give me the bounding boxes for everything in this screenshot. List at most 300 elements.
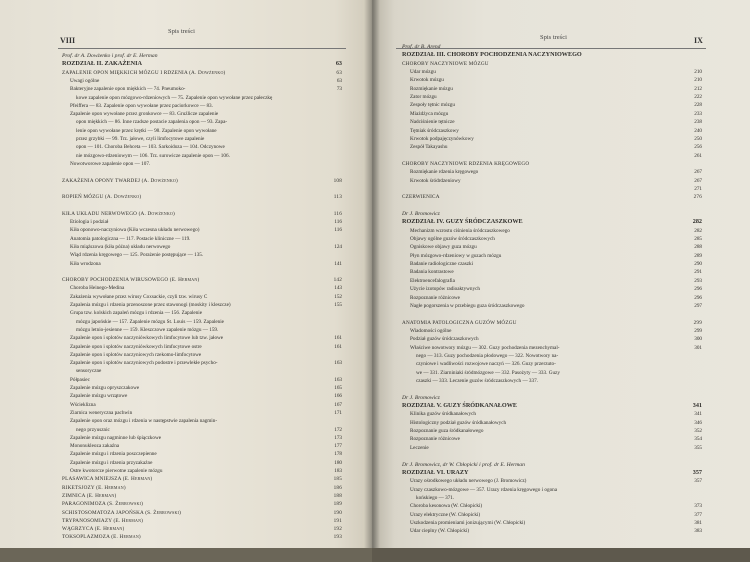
toc-entry xyxy=(70,344,342,350)
author-line xyxy=(62,53,342,59)
toc-entry-page: 267 xyxy=(694,169,702,176)
toc-entry-title: Rozmiękanie mózgu xyxy=(410,85,453,92)
toc-entry xyxy=(70,443,342,449)
toc-entry xyxy=(70,86,342,92)
toc-entry xyxy=(410,445,702,451)
toc-entry xyxy=(410,503,702,509)
toc-entry-title: Rozmiękanie rdzenia kręgowego xyxy=(410,169,479,176)
toc-entry-page: 155 xyxy=(334,302,342,308)
toc-entry-title: opon miękkich — 86. Inne rzadsze postacie zapalenia opon — 93. Zapa- xyxy=(76,119,228,126)
toc-entry xyxy=(410,278,702,284)
toc-entry-title: Grupa tzw. kolskich zapaleń mózgu i rdzenia — 156. Zapalenie xyxy=(70,310,203,317)
toc-entry xyxy=(70,302,342,308)
toc-entry xyxy=(410,178,702,184)
toc-entry-page: 299 xyxy=(694,327,702,334)
toc-entry-title: sensoryczne xyxy=(76,368,102,375)
toc-entry xyxy=(76,427,342,433)
toc-entry-page: 191 xyxy=(333,517,342,524)
toc-entry xyxy=(70,385,342,391)
toc-entry-title: Wiąd rdzenia kręgowego — 125. Porażenie postępujące — 135. xyxy=(70,252,204,259)
toc-entry-title: KIŁA UKŁADU NERWOWEGO (A. Dowżenko) xyxy=(62,210,175,217)
toc-entry xyxy=(410,69,702,75)
toc-entry-title: Użycie izotopów radioaktywnych xyxy=(410,286,481,293)
toc-entry-title: Zapalenie opon i splotów naczyniówkowych limfocytowe lub tzw. jałowe xyxy=(70,335,224,342)
toc-entry-title: Urazy ośrodkowego układu nerwowego (J. Bromowicz) xyxy=(410,478,527,485)
toc-entry-title: Elektroencefalografia xyxy=(410,277,455,284)
toc-entry-page: 282 xyxy=(692,218,702,226)
toc-entry-title: Zapalenie mózgu wrzątowe xyxy=(70,393,128,400)
toc-entry xyxy=(76,119,342,125)
toc-entry-title: ROZDZIAŁ V. GUZY ŚRÓDKANAŁOWE xyxy=(402,402,518,410)
section-heading xyxy=(62,277,342,283)
left-header-rule xyxy=(58,48,346,49)
toc-entry-page: 383 xyxy=(694,528,702,535)
toc-entry-title: CHOROBY NACZYNIOWE MÓZGU xyxy=(402,60,489,67)
toc-entry-title: Mononukleoza zakaźna xyxy=(70,443,120,450)
toc-entry-title: Zator mózgu xyxy=(410,94,437,101)
toc-entry xyxy=(70,393,342,399)
toc-entry-title: Urazy czaszkowo-mózgowe — 357. Urazy rdzenia kręgowego i ogona xyxy=(410,486,558,493)
toc-entry xyxy=(410,512,702,518)
toc-entry xyxy=(76,327,342,333)
toc-entry-page: 152 xyxy=(334,293,342,300)
toc-entry xyxy=(410,487,702,493)
toc-entry-title: Zapalenia mózgu i rdzenia przenoszone przez stawonogi (moskity i kleszcze) xyxy=(70,302,231,308)
toc-entry-page: 166 xyxy=(334,393,342,400)
toc-entry-page: 228 xyxy=(694,102,702,109)
toc-entry xyxy=(76,368,342,374)
toc-entry-page: 183 xyxy=(334,468,342,474)
toc-entry xyxy=(410,253,702,259)
toc-entry xyxy=(76,95,342,101)
toc-entry-title: Zapalenie mózgu nagminne lub śpiączkowe xyxy=(70,434,162,441)
toc-entry-title: Choroba Heinego-Medina xyxy=(70,285,125,292)
right-page xyxy=(372,0,750,562)
toc-entry-page: 256 xyxy=(694,144,702,151)
toc-entry-title: ZAKAŻENIA OPONY TWARDEJ (A. Dowżenko) xyxy=(62,177,178,184)
toc-entry-page: 210 xyxy=(694,77,702,84)
section-heading xyxy=(62,211,342,217)
toc-entry-page: 381 xyxy=(694,519,702,526)
section-heading xyxy=(402,320,702,326)
toc-entry-page: 267 xyxy=(694,177,702,184)
toc-entry-title: Urazy elektryczne (W. Chłopicki) xyxy=(410,511,481,518)
toc-entry xyxy=(76,319,342,325)
toc-entry xyxy=(410,328,702,334)
toc-entry-title: Kiła miąższowa (kiła późna) układu nerwowego xyxy=(70,243,171,250)
book-gutter xyxy=(364,0,380,562)
toc-entry xyxy=(70,236,342,242)
toc-entry xyxy=(76,136,342,142)
toc-entry-page: 301 xyxy=(694,344,702,351)
toc-entry-page: 240 xyxy=(694,127,702,134)
toc-entry xyxy=(410,86,702,92)
chapter-heading xyxy=(402,52,702,58)
toc-entry xyxy=(70,377,342,383)
toc-entry-page: 377 xyxy=(694,511,702,518)
toc-entry-title: Wścieklizna xyxy=(70,401,96,408)
toc-entry-title: ROZDZIAŁ VI. URAZY xyxy=(402,468,469,476)
toc-entry xyxy=(410,420,702,426)
toc-entry-page: 177 xyxy=(334,443,342,450)
toc-entry xyxy=(70,310,342,316)
toc-entry xyxy=(416,361,702,367)
toc-entry-title: Prof. dr B. Arend xyxy=(402,44,441,50)
toc-entry-title: Badanie radiologiczne czaszki xyxy=(410,261,474,268)
toc-entry-title: Nowotworowe zapalenie opon — 107. xyxy=(70,160,151,167)
author-line xyxy=(402,395,702,401)
toc-entry-title: Etiologia i podział xyxy=(70,219,109,225)
toc-entry xyxy=(410,336,702,342)
toc-entry-title: Krwotok śródrdzeniowy xyxy=(410,177,461,184)
section-heading xyxy=(62,194,342,200)
toc-entry-title: Klinika guzów śródkanałowych xyxy=(410,411,476,418)
toc-entry xyxy=(410,136,702,142)
toc-entry-title: CHOROBY POCHODZENIA WIRUSOWEGO (E. Herman) xyxy=(62,277,200,284)
toc-entry xyxy=(410,478,702,484)
section-heading xyxy=(62,485,342,491)
toc-entry-page: 352 xyxy=(694,428,702,435)
toc-entry-title: SCHISTOSOMATOZA JAPOŃSKA (S. Żebrowski) xyxy=(62,509,182,516)
toc-entry-page: 297 xyxy=(694,302,702,309)
section-heading xyxy=(62,510,342,516)
toc-entry-title: PARAGONIMOZA (S. Żebrowski) xyxy=(62,501,144,508)
toc-entry xyxy=(76,153,342,159)
toc-entry-title: Zapalenie opon wywołane przez gronkowce — 83. Gruźlicze zapalenie xyxy=(70,111,219,118)
toc-entry xyxy=(70,261,342,267)
toc-entry xyxy=(70,402,342,408)
toc-entry-page: 210 xyxy=(694,69,702,76)
section-heading xyxy=(62,501,342,507)
toc-entry xyxy=(70,227,342,233)
toc-entry-title: Mechanizm wzrostu ciśnienia śródczaszkowego xyxy=(410,227,510,234)
toc-entry-title: Dr J. Bromowicz xyxy=(402,211,440,217)
toc-entry-page: 357 xyxy=(694,478,702,485)
toc-entry-page: 108 xyxy=(333,177,342,184)
toc-entry-title: Nagłe pogorszenia w przebiegu guza śródczaszkowego xyxy=(410,302,525,309)
toc-entry-title: PLASAWICA MNIEJSZA (E. Herman) xyxy=(62,476,153,483)
toc-entry-title: Udar cieplny (W. Chłopicki) xyxy=(410,528,470,535)
toc-entry-title: CZERWIENICA xyxy=(402,194,440,201)
toc-entry-page: 173 xyxy=(334,434,342,441)
chapter-heading xyxy=(402,470,702,476)
toc-entry xyxy=(410,236,702,242)
toc-entry-title: Zapalenie opon i splotów naczyniowych podostre i przewlekłe psycho- xyxy=(70,360,218,367)
toc-entry-page: 300 xyxy=(694,336,702,343)
toc-entry-title: Prof. dr A. Dowżenko i prof. dr E. Herman xyxy=(62,53,158,59)
toc-entry-title: ANATOMIA PATOLOGICZNA GUZÓW MÓZGU xyxy=(402,319,517,326)
toc-entry xyxy=(410,144,702,150)
toc-entry-title: RIKETSJOZY (E. Herman) xyxy=(62,484,126,491)
left-running-head: Spis treści xyxy=(168,28,195,35)
toc-entry-title: Podział guzów śródczaszkowych xyxy=(410,336,479,343)
toc-entry-page: 373 xyxy=(694,503,702,510)
section-heading xyxy=(62,178,342,184)
toc-entry-title: Wiadomości ogólne xyxy=(410,327,452,334)
toc-entry xyxy=(70,352,342,358)
author-line xyxy=(402,462,702,468)
toc-entry xyxy=(410,428,702,434)
toc-entry xyxy=(416,378,702,384)
toc-entry-title: Tętniak śródczaszkowy xyxy=(410,127,459,134)
toc-entry xyxy=(76,128,342,134)
toc-entry-title: lenie opon wywołane przez krętki — 98. Zapalenie opon wywołane xyxy=(76,127,217,134)
toc-entry-title: TOKSOPLAZMOZA (E. Herman) xyxy=(62,534,141,541)
toc-entry-title: Objawy ogólne guzów śródczaszkowych xyxy=(410,236,495,243)
toc-entry-page: 171 xyxy=(334,409,342,416)
toc-entry-page: 293 xyxy=(694,277,702,284)
toc-entry-page: 346 xyxy=(694,419,702,426)
toc-entry xyxy=(410,94,702,100)
toc-entry-title: Zapalenie opon i splotów naczyniówkowych limfocytowe ostre xyxy=(70,343,202,350)
toc-entry xyxy=(416,495,702,501)
toc-entry xyxy=(410,528,702,534)
toc-entry-page: 113 xyxy=(333,194,342,201)
toc-entry xyxy=(410,261,702,267)
toc-entry-title: Zapalenie mózgu i rdzenia przyzakaźne xyxy=(70,459,153,466)
right-page-edge xyxy=(372,548,750,562)
toc-entry xyxy=(76,144,342,150)
toc-entry-title: ROZDZIAŁ III. CHOROBY POCHODZENIA NACZYNIOWEGO xyxy=(402,51,582,59)
toc-entry xyxy=(70,111,342,117)
toc-entry xyxy=(410,295,702,301)
toc-entry xyxy=(416,370,702,376)
toc-entry-title: WĄGRZYCA (E. Herman) xyxy=(62,526,125,533)
toc-entry-page: 299 xyxy=(693,319,702,326)
toc-entry xyxy=(70,468,342,474)
toc-entry-page: 233 xyxy=(694,110,702,117)
toc-entry-title: Zapalenie opon oraz mózgu i rdzenia w następstwie zapalenia nagmin- xyxy=(70,418,218,425)
toc-entry-page: 73 xyxy=(336,86,342,93)
toc-entry xyxy=(70,252,342,258)
toc-entry xyxy=(416,353,702,359)
toc-entry-page: 341 xyxy=(692,402,702,410)
toc-entry-page: 238 xyxy=(694,119,702,126)
toc-entry xyxy=(410,169,702,175)
toc-entry-page: 296 xyxy=(694,294,702,301)
toc-entry-page: 282 xyxy=(694,227,702,234)
toc-entry-page: 212 xyxy=(694,85,702,92)
toc-entry-title: we — 331. Ziarniniaki śródmózgowe — 332. Pasożyty — 333. Guzy xyxy=(416,369,560,376)
toc-entry xyxy=(70,335,342,341)
toc-entry-title: CHOROBY NACZYNIOWE RDZENIA KRĘGOWEGO xyxy=(402,160,530,167)
section-heading xyxy=(62,493,342,499)
section-heading xyxy=(402,61,702,67)
toc-entry xyxy=(410,228,702,234)
toc-entry xyxy=(410,77,702,83)
toc-entry xyxy=(70,78,342,84)
right-running-head: Spis treści xyxy=(540,34,567,41)
toc-entry-page: 116 xyxy=(334,219,342,225)
toc-entry xyxy=(410,303,702,309)
toc-entry-page: 222 xyxy=(694,94,702,101)
toc-entry-page: 250 xyxy=(694,135,702,142)
toc-entry xyxy=(70,418,342,424)
toc-entry-page: 163 xyxy=(334,360,342,367)
toc-entry-title: przez grzybki — 99. Trz. jałowe, czyli limfocytowe zapalenie xyxy=(76,136,205,142)
toc-entry-title: Kiła wrodzona xyxy=(70,260,101,267)
toc-entry-title: Leczenie xyxy=(410,444,429,451)
toc-entry-page: 261 xyxy=(694,152,702,159)
toc-entry-page: 167 xyxy=(334,401,342,408)
toc-entry xyxy=(410,345,702,351)
toc-entry-title: Udar mózgu xyxy=(410,69,436,76)
toc-entry xyxy=(70,219,342,225)
section-heading xyxy=(402,161,702,167)
toc-entry-page: 354 xyxy=(694,436,702,443)
toc-entry-title: końskiego — 371. xyxy=(416,494,455,501)
toc-entry-title: TRYPANOSOMIAZY (E. Herman) xyxy=(62,517,144,524)
toc-entry-title: czyniowe i wadliwości rozwojowe naczyń — 326. Guzy przerzuto- xyxy=(416,361,556,368)
toc-entry-title: Dr J. Bromowicz, dr W. Chłopicki i prof. dr E. Herman xyxy=(402,461,525,468)
toc-entry-page: 143 xyxy=(334,285,342,292)
toc-entry-title: nego przyusznic xyxy=(76,426,110,433)
toc-entry-page: 172 xyxy=(334,426,342,433)
toc-entry-title: Histologiczny podział guzów śródkanałowych xyxy=(410,419,507,426)
chapter-heading xyxy=(62,61,342,67)
toc-entry xyxy=(410,119,702,125)
toc-entry-title: Ogniskowe objawy guza mózgu xyxy=(410,244,477,251)
toc-entry-title: opon — 101. Choroba Behceta — 103. Sarkoidoza — 104. Odczynowe xyxy=(76,144,225,151)
toc-entry-page: 178 xyxy=(334,451,342,458)
toc-entry-title: czaszki — 333. Leczenie guzów śródczaszkowych — 337. xyxy=(416,378,539,384)
toc-entry-title: Półpasiec xyxy=(70,376,90,383)
section-heading xyxy=(62,476,342,482)
toc-entry-title: Badania kontrastowe xyxy=(410,269,454,276)
toc-entry-page: 355 xyxy=(694,444,702,451)
toc-entry-page: 189 xyxy=(333,501,342,508)
toc-entry-page: 193 xyxy=(333,534,342,541)
toc-entry-page: 188 xyxy=(333,492,342,499)
toc-entry xyxy=(70,435,342,441)
toc-entry xyxy=(70,360,342,366)
toc-entry-page: 161 xyxy=(334,335,342,342)
toc-entry-title: Ziarnica weneryczna pachwin xyxy=(70,409,133,416)
toc-entry-page: 63 xyxy=(335,60,342,68)
toc-entry-title: Uszkodzenia promieniami jonizującymi (W. Chłopicki) xyxy=(410,519,526,526)
toc-entry xyxy=(70,285,342,291)
toc-entry-title: Kiła oponowo-naczyniowa (Kiła wczesna układu nerwowego) xyxy=(70,227,200,234)
toc-entry xyxy=(70,103,342,109)
toc-entry-page: 341 xyxy=(694,411,702,418)
toc-entry-page: 291 xyxy=(694,269,702,276)
toc-entry-title: Ostre kwotorcze pierwotne zapalenie mózgu xyxy=(70,468,163,474)
toc-entry-title: Dr J. Bromowicz xyxy=(402,394,440,401)
toc-entry-title: Rozpoznanie różnicowe xyxy=(410,294,460,301)
toc-entry-title: ZIMNICA (E. Herman) xyxy=(62,492,117,499)
toc-entry-page: 289 xyxy=(694,252,702,259)
toc-entry xyxy=(410,411,702,417)
toc-entry-title: Anatomia patologiczna — 117. Postacie kliniczne — 119. xyxy=(70,235,191,242)
toc-entry-title: Właściwe nowotwory mózgu — 302. Guzy pochodzenia mezenchymal- xyxy=(410,344,560,351)
toc-entry-title: Bakteryjne zapalenie opon miękkich — 74. Pneumoko- xyxy=(70,86,186,93)
toc-entry-page: 116 xyxy=(334,227,342,234)
toc-entry-page: 285 xyxy=(694,236,702,243)
toc-entry-page: 163 xyxy=(334,376,342,383)
toc-entry-title: nie mózgowo-rdzeniowym — 106. Trz. surowicze zapalenie opon — 106. xyxy=(76,152,230,159)
toc-entry-page: 141 xyxy=(334,260,342,267)
toc-entry-title: ROPIEŃ MÓZGU (A. Dowżenko) xyxy=(62,194,142,201)
toc-entry-title: Uwagi ogólne xyxy=(70,77,100,84)
toc-entry-page: 63 xyxy=(336,69,342,76)
author-line xyxy=(402,44,702,50)
toc-entry xyxy=(410,102,702,108)
toc-entry-page: 288 xyxy=(694,244,702,251)
author-line xyxy=(402,211,702,217)
toc-entry-page: 290 xyxy=(694,261,702,268)
toc-entry-title: Rozpoznanie guza śródkanałowego xyxy=(410,428,484,435)
toc-entry-title: mózgu letnio-jesienne — 159. Kleszczowe zapalenie mózgu — 159. xyxy=(76,326,219,333)
toc-entry-title: Nadciśnienie tętnicze xyxy=(410,119,455,126)
toc-entry-title: Zapalenie mózgu opryszczakowe xyxy=(70,385,140,391)
toc-entry-page: 142 xyxy=(333,277,342,284)
left-page-number: VIII xyxy=(60,36,76,45)
toc-entry xyxy=(70,244,342,250)
toc-entry-page: 276 xyxy=(693,194,702,201)
left-page-edge xyxy=(0,548,372,562)
toc-entry xyxy=(410,520,702,526)
toc-entry-title: Zespół Takayashu xyxy=(410,144,448,151)
toc-entry-page: 63 xyxy=(336,77,342,84)
toc-entry-title: mózgu japońskie — 157. Zapalenie mózgu St. Louis — 159. Zapalenie xyxy=(76,318,224,325)
toc-entry xyxy=(70,410,342,416)
left-page xyxy=(0,0,372,562)
toc-entry-title: Krwotok mózgu xyxy=(410,77,444,84)
toc-entry-page: 165 xyxy=(334,385,342,391)
toc-entry-page: 180 xyxy=(334,459,342,466)
toc-entry xyxy=(410,436,702,442)
toc-entry xyxy=(70,161,342,167)
toc-entry-title: ROZDZIAŁ IV. GUZY ŚRÓDCZASZKOWE xyxy=(402,218,523,226)
right-page-number: IX xyxy=(694,36,703,45)
toc-entry-title: Zapalenie mózgu i rdzenia poszczepienne xyxy=(70,451,157,458)
chapter-heading xyxy=(402,219,702,225)
toc-entry-page: 185 xyxy=(333,476,342,483)
toc-entry-title: kowe zapalenie opon mózgowo-rdzeniowych — 75. Zapalenie opon wywołane przez pałeczkę xyxy=(76,94,273,101)
section-heading xyxy=(402,194,702,200)
toc-entry-title: ZAPALENIE OPON MIĘKKICH MÓZGU I RDZENIA (A. Dowżenko) xyxy=(62,69,226,76)
toc-entry xyxy=(70,451,342,457)
toc-entry-page: 124 xyxy=(334,243,342,250)
toc-entry xyxy=(410,286,702,292)
toc-entry-page: 271 xyxy=(694,185,702,192)
toc-entry-page: 116 xyxy=(333,210,342,217)
toc-entry-page: 186 xyxy=(333,484,342,491)
toc-entry-title: nego — 313. Guzy pochodzenia płodowego — 322. Nowotwory na- xyxy=(416,352,559,359)
toc-entry-page: 192 xyxy=(333,526,342,533)
section-heading xyxy=(62,534,342,540)
section-heading xyxy=(62,70,342,76)
toc-entry xyxy=(410,269,702,275)
toc-entry-title: Zakażenia wywołane przez wirusy Coxsackie, czyli tzw. wirusy C xyxy=(70,293,208,300)
section-heading xyxy=(62,526,342,532)
toc-entry-page: 161 xyxy=(334,343,342,350)
toc-entry-title: ROZDZIAŁ II. ZAKAŻENIA xyxy=(62,60,142,68)
toc-entry xyxy=(70,460,342,466)
toc-entry-title: Pfeiffera — 83. Zapalenie opon wywołane przez paciorkowce — 83. xyxy=(70,102,213,109)
chapter-heading xyxy=(402,403,702,409)
toc-entry-title: Krwotok podpajęczynówkowy xyxy=(410,135,474,142)
toc-entry xyxy=(410,111,702,117)
toc-entry-title: Płyn mózgowo-rdzeniowy w guzach mózgu xyxy=(410,252,502,259)
toc-entry-title: Miażdżyca mózgu xyxy=(410,110,449,117)
toc-entry-title: Zapalenie opon i splotów naczyniowych rzekomo-limfocytowe xyxy=(70,351,202,358)
toc-entry-title: Zespoły tętnic mózgu xyxy=(410,102,455,109)
section-heading xyxy=(62,518,342,524)
toc-entry-page: 190 xyxy=(333,509,342,516)
toc-entry-page: 357 xyxy=(692,468,702,476)
toc-entry xyxy=(410,244,702,250)
